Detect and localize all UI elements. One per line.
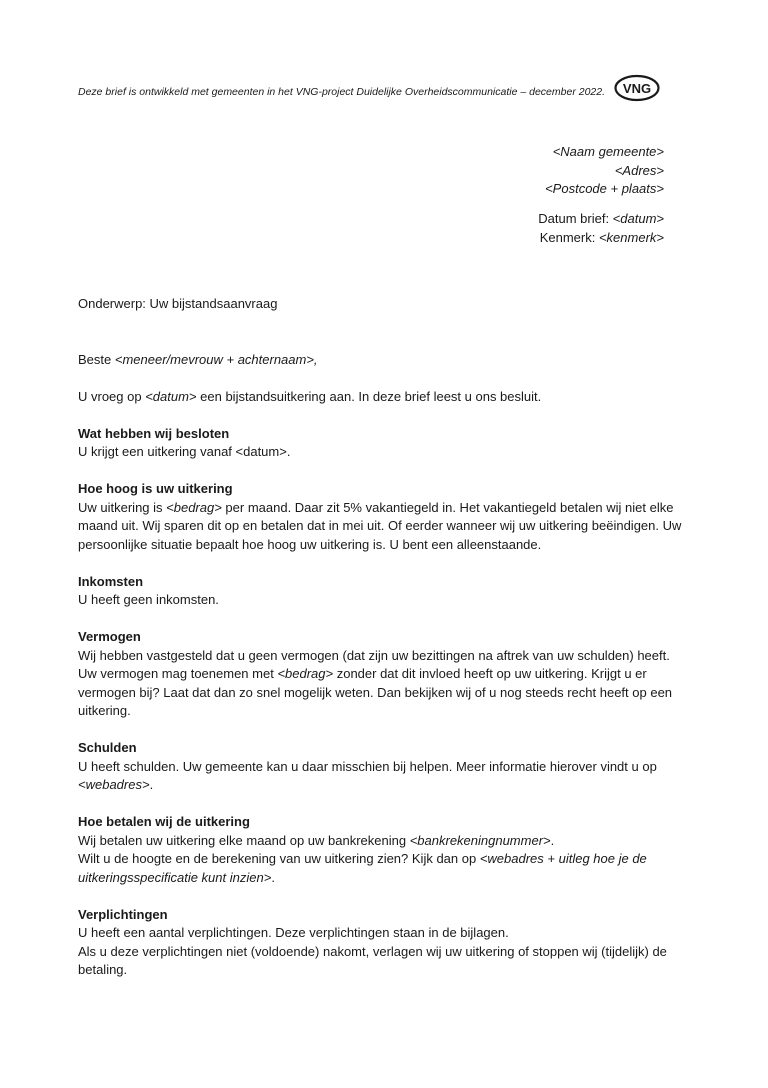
sender-city: <Postcode + plaats> xyxy=(545,181,664,196)
section-heading: Hoe betalen wij de uitkering xyxy=(78,814,250,829)
section-text xyxy=(78,499,690,555)
text-c: per maand. Daar zit 5% vakantiegeld in. Het vakantiegeld betalen wij niet elke maand uit. Wij sparen dit op en betalen dat in mei uit. Of eerder wanneer wij uw uitkering beëindigen. Uw persoonlijke situatie bepaalt hoe hoog uw uitkering is. U bent een alleenstaande. xyxy=(78,499,682,552)
section-heading: Verplichtingen xyxy=(78,906,168,922)
intro-date: <datum> xyxy=(145,388,197,404)
intro-text-a: U vroeg op xyxy=(78,388,146,404)
greeting-prefix: Beste xyxy=(78,351,115,367)
section-heading: Hoe hoog is uw uitkering xyxy=(78,481,233,496)
text-d: Wilt u de hoogte en de berekening van uw uitkering zien? Kijk dan op xyxy=(78,851,480,866)
text-a: U heeft schulden. Uw gemeente kan u daar misschien bij helpen. Meer informatie hierover vindt u op xyxy=(78,758,657,774)
letter-date xyxy=(364,210,664,229)
webaddress-placeholder: <webadres> xyxy=(78,777,150,792)
section-inkomsten xyxy=(78,573,690,610)
text-c: . xyxy=(550,832,555,848)
reference-value: <kenmerk> xyxy=(598,229,664,245)
vng-logo xyxy=(614,74,660,102)
reference-label: Kenmerk: xyxy=(539,229,599,245)
section-heading: Schulden xyxy=(78,740,137,755)
letter-body xyxy=(78,295,690,998)
section-heading: Vermogen xyxy=(78,629,141,644)
section-hoogte xyxy=(78,480,690,554)
text-c: zonder dat dit invloed heeft op uw uitkering. Krijgt u er vermogen bij? Laat dat dan zo snel mogelijk weten. Dan bekijken wij of u nog steeds recht heeft op een uitkering. xyxy=(78,666,673,718)
amount-placeholder: <bedrag> xyxy=(277,666,334,681)
intro-paragraph xyxy=(78,388,690,407)
text-c: . xyxy=(149,777,154,792)
bankaccount-placeholder: <bankrekeningnummer> xyxy=(409,832,551,848)
text-f: . xyxy=(271,869,275,885)
section-heading: Wat hebben wij besloten xyxy=(78,425,230,441)
date-label: Datum brief: xyxy=(538,211,613,226)
section-text xyxy=(78,758,690,795)
header-note: Deze brief is ontwikkeld met gemeenten in het VNG-project Duidelijke Overheidscommunicatie – december 2022. xyxy=(78,86,606,98)
section-text xyxy=(78,647,690,721)
section-text: U heeft geen inkomsten. xyxy=(78,592,219,607)
intro-text-c: een bijstandsuitkering aan. In deze brief leest u ons besluit. xyxy=(196,388,542,404)
section-text: U heeft een aantal verplichtingen. Deze verplichtingen staan in de bijlagen. xyxy=(78,925,509,940)
section-text: Als u deze verplichtingen niet (voldoende) nakomt, verlagen wij uw uitkering of stoppen wij (tijdelijk) de betaling. xyxy=(78,943,667,977)
section-besloten xyxy=(78,425,690,462)
section-text xyxy=(78,832,690,851)
greeting-name: <meneer/mevrouw + achternaam>, xyxy=(114,351,318,367)
text-a: Wij betalen uw uitkering elke maand op uw bankrekening xyxy=(78,832,410,848)
amount-placeholder: <bedrag> xyxy=(166,499,222,515)
text-a: Uw uitkering is xyxy=(78,499,167,515)
section-text xyxy=(78,850,690,887)
sender-address xyxy=(364,143,664,199)
letter-meta xyxy=(364,210,664,247)
section-vermogen xyxy=(78,628,690,721)
date-value: <datum> xyxy=(612,211,664,226)
text-a: Wij hebben vastgesteld dat u geen vermogen (dat zijn uw bezittingen na aftrek van uw schulden) heeft. Uw vermogen mag toenemen met xyxy=(78,647,670,681)
section-heading: Inkomsten xyxy=(78,573,144,589)
letter-reference xyxy=(364,229,664,248)
section-text: U krijgt een uitkering vanaf <datum>. xyxy=(78,444,291,459)
section-verplichtingen xyxy=(78,906,690,980)
section-schulden xyxy=(78,739,690,795)
subject-line: Onderwerp: Uw bijstandsaanvraag xyxy=(78,296,278,311)
section-betalen xyxy=(78,813,690,887)
webaddress-placeholder: <webadres + uitleg hoe je de uitkeringsspecificatie kunt inzien> xyxy=(78,851,647,885)
greeting xyxy=(78,351,690,370)
sender-street: <Adres> xyxy=(614,162,664,178)
sender-name: <Naam gemeente> xyxy=(552,144,664,159)
vng-logo-text: VNG xyxy=(622,81,652,96)
